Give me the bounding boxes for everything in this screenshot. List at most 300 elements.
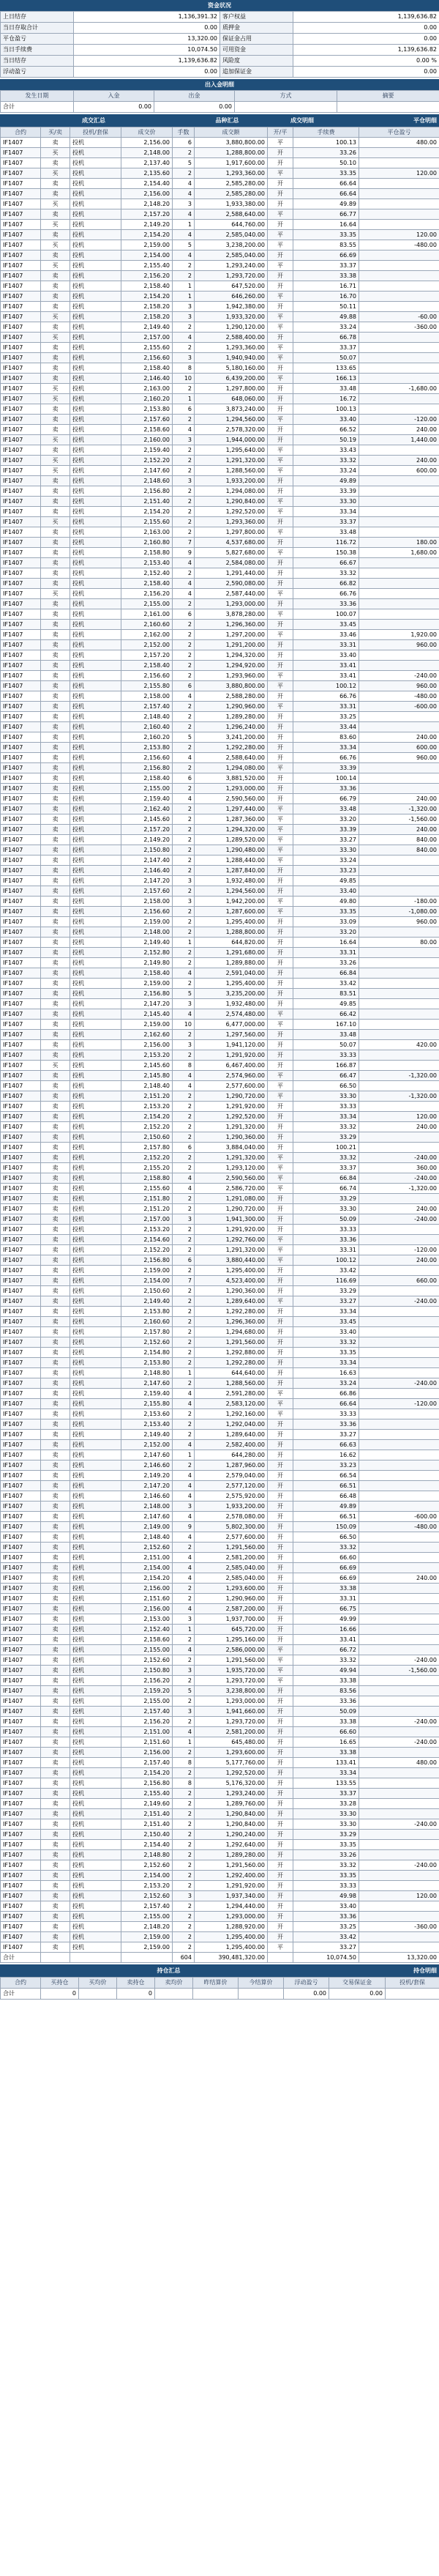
trade-close-pnl: 960.00: [359, 753, 439, 763]
trade-close-pnl: [359, 220, 439, 230]
trade-open-close: 开: [268, 691, 293, 702]
trade-direction: 卖: [41, 702, 70, 712]
trade-turnover: 1,289,760.00: [195, 1799, 268, 1809]
trade-hedge-flag: 投机: [70, 1399, 121, 1409]
trade-direction: 卖: [41, 835, 70, 845]
trade-price: 2,155.60: [121, 343, 173, 353]
trade-direction: 卖: [41, 814, 70, 825]
trade-lots: 3: [173, 1502, 195, 1512]
trade-price: 2,145.80: [121, 1071, 173, 1081]
trade-contract: IF1407: [1, 794, 41, 804]
fund-value: 1,139,636.82: [293, 45, 439, 56]
trade-row: [1, 958, 439, 968]
trade-fee: 33.38: [293, 1748, 359, 1758]
trade-fee: 33.38: [293, 1584, 359, 1594]
trade-row: [1, 1286, 439, 1296]
trade-contract: IF1407: [1, 1594, 41, 1604]
trade-hedge-flag: 投机: [70, 486, 121, 497]
trade-open-close: 平: [268, 1071, 293, 1081]
trade-lots: 4: [173, 209, 195, 220]
trade-fee: 16.64: [293, 938, 359, 948]
trade-turnover: 1,933,380.00: [195, 199, 268, 209]
trade-hedge-flag: 投机: [70, 527, 121, 538]
trade-row: [1, 456, 439, 466]
fund-row: [1, 56, 439, 67]
trade-close-pnl: 480.00: [359, 138, 439, 148]
trade-close-pnl: -120.00: [359, 1399, 439, 1409]
trade-contract: IF1407: [1, 148, 41, 158]
trade-contract: IF1407: [1, 1286, 41, 1296]
trade-fee: 33.48: [293, 527, 359, 538]
trade-close-pnl: [359, 497, 439, 507]
trade-open-close: 开: [268, 1635, 293, 1645]
trade-fee: 33.48: [293, 804, 359, 814]
trade-price: 2,150.80: [121, 845, 173, 855]
trade-turnover: 2,582,400.00: [195, 1440, 268, 1450]
trade-close-pnl: -1,560.00: [359, 814, 439, 825]
trade-lots: 2: [173, 1266, 195, 1276]
trade-contract: IF1407: [1, 333, 41, 343]
trade-close-pnl: [359, 1850, 439, 1860]
trade-direction: 卖: [41, 1871, 70, 1881]
trade-close-pnl: [359, 1912, 439, 1922]
trade-hedge-flag: 投机: [70, 702, 121, 712]
trade-lots: 6: [173, 609, 195, 620]
trade-row: [1, 517, 439, 527]
trade-row: [1, 271, 439, 281]
trade-hedge-flag: 投机: [70, 425, 121, 435]
trade-close-pnl: [359, 1030, 439, 1040]
trade-price: 2,162.00: [121, 630, 173, 640]
trade-fee: 33.32: [293, 1122, 359, 1132]
trade-turnover: 1,288,440.00: [195, 855, 268, 866]
trade-lots: 4: [173, 1184, 195, 1194]
trade-fee: 33.35: [293, 230, 359, 240]
trade-open-close: 开: [268, 435, 293, 445]
trade-open-close: 平: [268, 1153, 293, 1163]
trade-close-pnl: [359, 876, 439, 886]
trade-close-pnl: -480.00: [359, 691, 439, 702]
pos-total-cell: [79, 1989, 117, 2000]
trade-hedge-flag: 投机: [70, 763, 121, 773]
trade-row: [1, 968, 439, 979]
trade-turnover: 1,932,480.00: [195, 876, 268, 886]
trade-price: 2,155.80: [121, 1399, 173, 1409]
trade-price: 2,152.60: [121, 1891, 173, 1901]
trade-turnover: 1,292,760.00: [195, 1235, 268, 1245]
trade-lots: 3: [173, 897, 195, 907]
trade-price: 2,151.60: [121, 1737, 173, 1748]
trade-fee: 66.76: [293, 589, 359, 599]
trade-lots: 2: [173, 1204, 195, 1214]
trade-lots: 2: [173, 1830, 195, 1840]
trade-close-pnl: 120.00: [359, 168, 439, 179]
trade-hedge-flag: 投机: [70, 1860, 121, 1871]
trade-close-pnl: [359, 1450, 439, 1460]
trade-close-pnl: [359, 1881, 439, 1891]
trade-direction: 买: [41, 168, 70, 179]
trade-row: [1, 1768, 439, 1778]
trade-hedge-flag: 投机: [70, 1512, 121, 1522]
trade-contract: IF1407: [1, 1635, 41, 1645]
trade-lots: 9: [173, 548, 195, 558]
trade-close-pnl: [359, 866, 439, 876]
trade-direction: 卖: [41, 1327, 70, 1337]
trade-price: 2,163.00: [121, 527, 173, 538]
trade-open-close: 平: [268, 292, 293, 302]
trade-open-close: 开: [268, 968, 293, 979]
trade-turnover: 2,581,200.00: [195, 1727, 268, 1737]
trade-lots: 2: [173, 1307, 195, 1317]
trade-hedge-flag: 投机: [70, 281, 121, 292]
trade-contract: IF1407: [1, 989, 41, 999]
trade-lots: 3: [173, 876, 195, 886]
trade-fee: 66.69: [293, 1563, 359, 1573]
trade-turnover: 1,941,660.00: [195, 1707, 268, 1717]
trade-open-close: 开: [268, 1912, 293, 1922]
trade-row: [1, 886, 439, 897]
trade-open-close: 平: [268, 671, 293, 681]
trade-open-close: 开: [268, 743, 293, 753]
trade-lots: 4: [173, 589, 195, 599]
trade-contract: IF1407: [1, 179, 41, 189]
trade-price: 2,135.60: [121, 168, 173, 179]
trade-fee: 33.26: [293, 1850, 359, 1860]
trade-contract: IF1407: [1, 1163, 41, 1173]
trade-hedge-flag: 投机: [70, 1348, 121, 1358]
trade-open-close: 开: [268, 958, 293, 968]
trade-fee: 33.30: [293, 1204, 359, 1214]
trade-fee: 33.32: [293, 456, 359, 466]
trade-fee: 33.33: [293, 1102, 359, 1112]
trade-price: 2,155.00: [121, 1645, 173, 1655]
trade-row: [1, 866, 439, 876]
trade-direction: 卖: [41, 1358, 70, 1368]
trade-fee: 33.41: [293, 1635, 359, 1645]
trade-price: 2,156.00: [121, 1748, 173, 1758]
trade-close-pnl: [359, 589, 439, 599]
trade-direction: 卖: [41, 886, 70, 897]
trade-direction: 卖: [41, 1881, 70, 1891]
trade-hedge-flag: 投机: [70, 1645, 121, 1655]
trade-close-pnl: [359, 343, 439, 353]
trade-direction: 卖: [41, 1840, 70, 1850]
trade-direction: 卖: [41, 661, 70, 671]
trade-lots: 2: [173, 1419, 195, 1430]
trade-turnover: 2,577,600.00: [195, 1081, 268, 1091]
trade-price: 2,156.20: [121, 1676, 173, 1686]
trade-row: [1, 507, 439, 517]
trade-hedge-flag: 投机: [70, 958, 121, 968]
trade-table: [0, 127, 439, 1963]
trade-fee: 66.84: [293, 968, 359, 979]
trade-price: 2,154.20: [121, 1768, 173, 1778]
trade-close-pnl: 240.00: [359, 825, 439, 835]
trade-lots: 3: [173, 435, 195, 445]
trade-turnover: 1,289,280.00: [195, 712, 268, 722]
trade-open-close: 开: [268, 394, 293, 404]
trade-open-close: 平: [268, 353, 293, 363]
trade-price: 2,152.60: [121, 1860, 173, 1871]
trade-open-close: 开: [268, 1143, 293, 1153]
trade-turnover: 2,575,920.00: [195, 1491, 268, 1502]
trade-open-close: 平: [268, 312, 293, 322]
trade-open-close: 开: [268, 1625, 293, 1635]
trade-price: 2,149.40: [121, 938, 173, 948]
trade-lots: 1: [173, 292, 195, 302]
trade-row: [1, 1553, 439, 1563]
trade-contract: IF1407: [1, 1225, 41, 1235]
trade-price: 2,159.20: [121, 1686, 173, 1696]
trade-open-close: 开: [268, 917, 293, 927]
trade-fee: 33.35: [293, 907, 359, 917]
trade-open-close: 开: [268, 599, 293, 609]
trade-close-pnl: [359, 1502, 439, 1512]
trade-lots: 3: [173, 1707, 195, 1717]
trade-price: 2,150.60: [121, 1286, 173, 1296]
trade-open-close: 开: [268, 876, 293, 886]
trade-open-close: 开: [268, 199, 293, 209]
trade-turnover: 1,293,360.00: [195, 517, 268, 527]
trade-lots: 1: [173, 394, 195, 404]
trade-fee: 33.42: [293, 979, 359, 989]
trade-fee: 33.29: [293, 1132, 359, 1143]
trade-open-close: 平: [268, 527, 293, 538]
trade-open-close: 平: [268, 466, 293, 476]
trade-price: 2,157.40: [121, 1707, 173, 1717]
trade-turnover: 1,291,560.00: [195, 1337, 268, 1348]
trade-turnover: 1,295,400.00: [195, 979, 268, 989]
trade-turnover: 2,579,040.00: [195, 1471, 268, 1481]
trade-close-pnl: [359, 374, 439, 384]
trade-contract: IF1407: [1, 1717, 41, 1727]
trade-hedge-flag: 投机: [70, 671, 121, 681]
trade-price: 2,151.60: [121, 1594, 173, 1604]
trade-price: 2,146.40: [121, 374, 173, 384]
trade-row: [1, 230, 439, 240]
trade-row: [1, 1707, 439, 1717]
fund-row: [1, 34, 439, 45]
trade-turnover: 1,942,200.00: [195, 897, 268, 907]
trade-hedge-flag: 投机: [70, 1225, 121, 1235]
trade-direction: 卖: [41, 1717, 70, 1727]
trade-row: [1, 1922, 439, 1932]
trade-column-header: 成交价: [121, 127, 173, 138]
trade-price: 2,147.60: [121, 1512, 173, 1522]
io-section-title: 出入金明细: [0, 79, 439, 90]
trade-open-close: 开: [268, 1040, 293, 1050]
trade-close-pnl: [359, 958, 439, 968]
trade-hedge-flag: 投机: [70, 1266, 121, 1276]
trade-fee: 33.23: [293, 866, 359, 876]
trade-open-close: 平: [268, 1020, 293, 1030]
trade-price: 2,150.80: [121, 1666, 173, 1676]
trade-contract: IF1407: [1, 1942, 41, 1953]
trade-lots: 2: [173, 784, 195, 794]
trade-direction: 卖: [41, 794, 70, 804]
trade-contract: IF1407: [1, 1348, 41, 1358]
trade-direction: 卖: [41, 732, 70, 743]
trade-hedge-flag: 投机: [70, 497, 121, 507]
trade-row: [1, 1696, 439, 1707]
trade-lots: 8: [173, 1778, 195, 1789]
trade-open-close: 平: [268, 1399, 293, 1409]
trade-contract: IF1407: [1, 1050, 41, 1061]
trade-fee: 150.09: [293, 1522, 359, 1532]
pos-total-cell: [155, 1989, 193, 2000]
trade-turnover: 2,585,040.00: [195, 230, 268, 240]
trade-fee: 33.30: [293, 1809, 359, 1819]
trade-contract: IF1407: [1, 886, 41, 897]
trade-direction: 卖: [41, 1481, 70, 1491]
trade-row: [1, 1686, 439, 1696]
trade-fee: 50.09: [293, 1214, 359, 1225]
trade-lots: 6: [173, 404, 195, 415]
trade-contract: IF1407: [1, 1460, 41, 1471]
trade-price: 2,158.00: [121, 897, 173, 907]
trade-lots: 2: [173, 1132, 195, 1143]
trade-fee: 49.80: [293, 897, 359, 907]
trade-direction: 卖: [41, 620, 70, 630]
trade-direction: 卖: [41, 353, 70, 363]
trade-fee: 100.07: [293, 609, 359, 620]
trade-price: 2,155.80: [121, 681, 173, 691]
trade-fee: 100.13: [293, 138, 359, 148]
trade-turnover: 1,293,600.00: [195, 1748, 268, 1758]
fund-label: 上日结存: [1, 12, 74, 23]
trade-row: [1, 1450, 439, 1460]
trade-open-close: 开: [268, 1481, 293, 1491]
trade-direction: 卖: [41, 845, 70, 855]
trade-row: [1, 1748, 439, 1758]
trade-direction: 卖: [41, 1748, 70, 1758]
trade-close-pnl: [359, 599, 439, 609]
trade-turnover: 1,294,320.00: [195, 825, 268, 835]
trade-direction: 卖: [41, 1399, 70, 1409]
trade-row: [1, 650, 439, 661]
trade-contract: IF1407: [1, 1686, 41, 1696]
trade-contract: IF1407: [1, 1491, 41, 1502]
trade-price: 2,153.00: [121, 1614, 173, 1625]
trade-contract: IF1407: [1, 702, 41, 712]
pos-total-cell: [239, 1989, 284, 2000]
trade-price: 2,157.20: [121, 825, 173, 835]
trade-direction: 卖: [41, 404, 70, 415]
trade-fee: 33.32: [293, 1543, 359, 1553]
trade-turnover: 1,289,880.00: [195, 958, 268, 968]
trade-lots: 2: [173, 814, 195, 825]
trade-turnover: 1,291,560.00: [195, 1543, 268, 1553]
trade-direction: 卖: [41, 568, 70, 579]
trade-turnover: 4,537,680.00: [195, 538, 268, 548]
trade-contract: IF1407: [1, 1502, 41, 1512]
trade-turnover: 1,290,240.00: [195, 1830, 268, 1840]
trade-price: 2,159.40: [121, 794, 173, 804]
trade-turnover: 2,591,280.00: [195, 1389, 268, 1399]
trade-contract: IF1407: [1, 1040, 41, 1050]
trade-row: [1, 1419, 439, 1430]
trade-row: [1, 1204, 439, 1214]
trade-turnover: 1,291,920.00: [195, 1050, 268, 1061]
fund-section-title: 资金状况: [0, 0, 439, 11]
trade-hedge-flag: 投机: [70, 794, 121, 804]
trade-contract: IF1407: [1, 876, 41, 886]
trade-price: 2,152.00: [121, 640, 173, 650]
pos-total-cell: 0.00: [284, 1989, 329, 2000]
trade-row: [1, 1645, 439, 1655]
trade-row: [1, 148, 439, 158]
trade-direction: 卖: [41, 271, 70, 281]
trade-section-title: 成交汇总: [1, 115, 187, 127]
trade-row: [1, 1481, 439, 1491]
trade-contract: IF1407: [1, 1081, 41, 1091]
trade-close-pnl: [359, 722, 439, 732]
trade-row: [1, 1184, 439, 1194]
trade-turnover: 1,293,240.00: [195, 1789, 268, 1799]
trade-open-close: 开: [268, 1830, 293, 1840]
trade-hedge-flag: 投机: [70, 548, 121, 558]
trade-price: 2,160.60: [121, 620, 173, 630]
trade-fee: 33.30: [293, 497, 359, 507]
trade-open-close: 开: [268, 1901, 293, 1912]
trade-turnover: 4,523,400.00: [195, 1276, 268, 1286]
trade-close-pnl: [359, 353, 439, 363]
trade-open-close: 开: [268, 1819, 293, 1830]
trade-price: 2,154.40: [121, 1840, 173, 1850]
trade-price: 2,158.20: [121, 312, 173, 322]
trade-hedge-flag: 投机: [70, 250, 121, 261]
trade-open-close: 开: [268, 189, 293, 199]
trade-price: 2,158.60: [121, 425, 173, 435]
trade-direction: 卖: [41, 1707, 70, 1717]
trade-row: [1, 1912, 439, 1922]
trade-direction: 卖: [41, 486, 70, 497]
trade-hedge-flag: 投机: [70, 1932, 121, 1942]
trade-close-pnl: 960.00: [359, 640, 439, 650]
trade-price: 2,153.80: [121, 404, 173, 415]
trade-price: 2,160.00: [121, 435, 173, 445]
io-header-row: [1, 91, 439, 102]
trade-lots: 2: [173, 1348, 195, 1358]
trade-direction: 卖: [41, 1860, 70, 1871]
trade-row: [1, 158, 439, 168]
trade-contract: IF1407: [1, 230, 41, 240]
trade-row: [1, 794, 439, 804]
trade-row: [1, 343, 439, 353]
trade-direction: 卖: [41, 322, 70, 333]
trade-row: [1, 722, 439, 732]
trade-hedge-flag: 投机: [70, 1819, 121, 1830]
trade-turnover: 2,574,480.00: [195, 1009, 268, 1020]
trade-row: [1, 1809, 439, 1819]
trade-price: 2,151.80: [121, 1194, 173, 1204]
trade-hedge-flag: 投机: [70, 1378, 121, 1389]
trade-open-close: 平: [268, 497, 293, 507]
trade-lots: 2: [173, 1225, 195, 1235]
trade-contract: IF1407: [1, 722, 41, 732]
trade-hedge-flag: 投机: [70, 1214, 121, 1225]
trade-contract: IF1407: [1, 825, 41, 835]
trade-fee: 33.36: [293, 1419, 359, 1430]
trade-fee: 83.56: [293, 1686, 359, 1696]
trade-contract: IF1407: [1, 804, 41, 814]
trade-contract: IF1407: [1, 466, 41, 476]
trade-contract: IF1407: [1, 1132, 41, 1143]
trade-row: [1, 1348, 439, 1358]
trade-open-close: 平: [268, 1081, 293, 1091]
trade-fee: 33.35: [293, 168, 359, 179]
trade-hedge-flag: 投机: [70, 1132, 121, 1143]
